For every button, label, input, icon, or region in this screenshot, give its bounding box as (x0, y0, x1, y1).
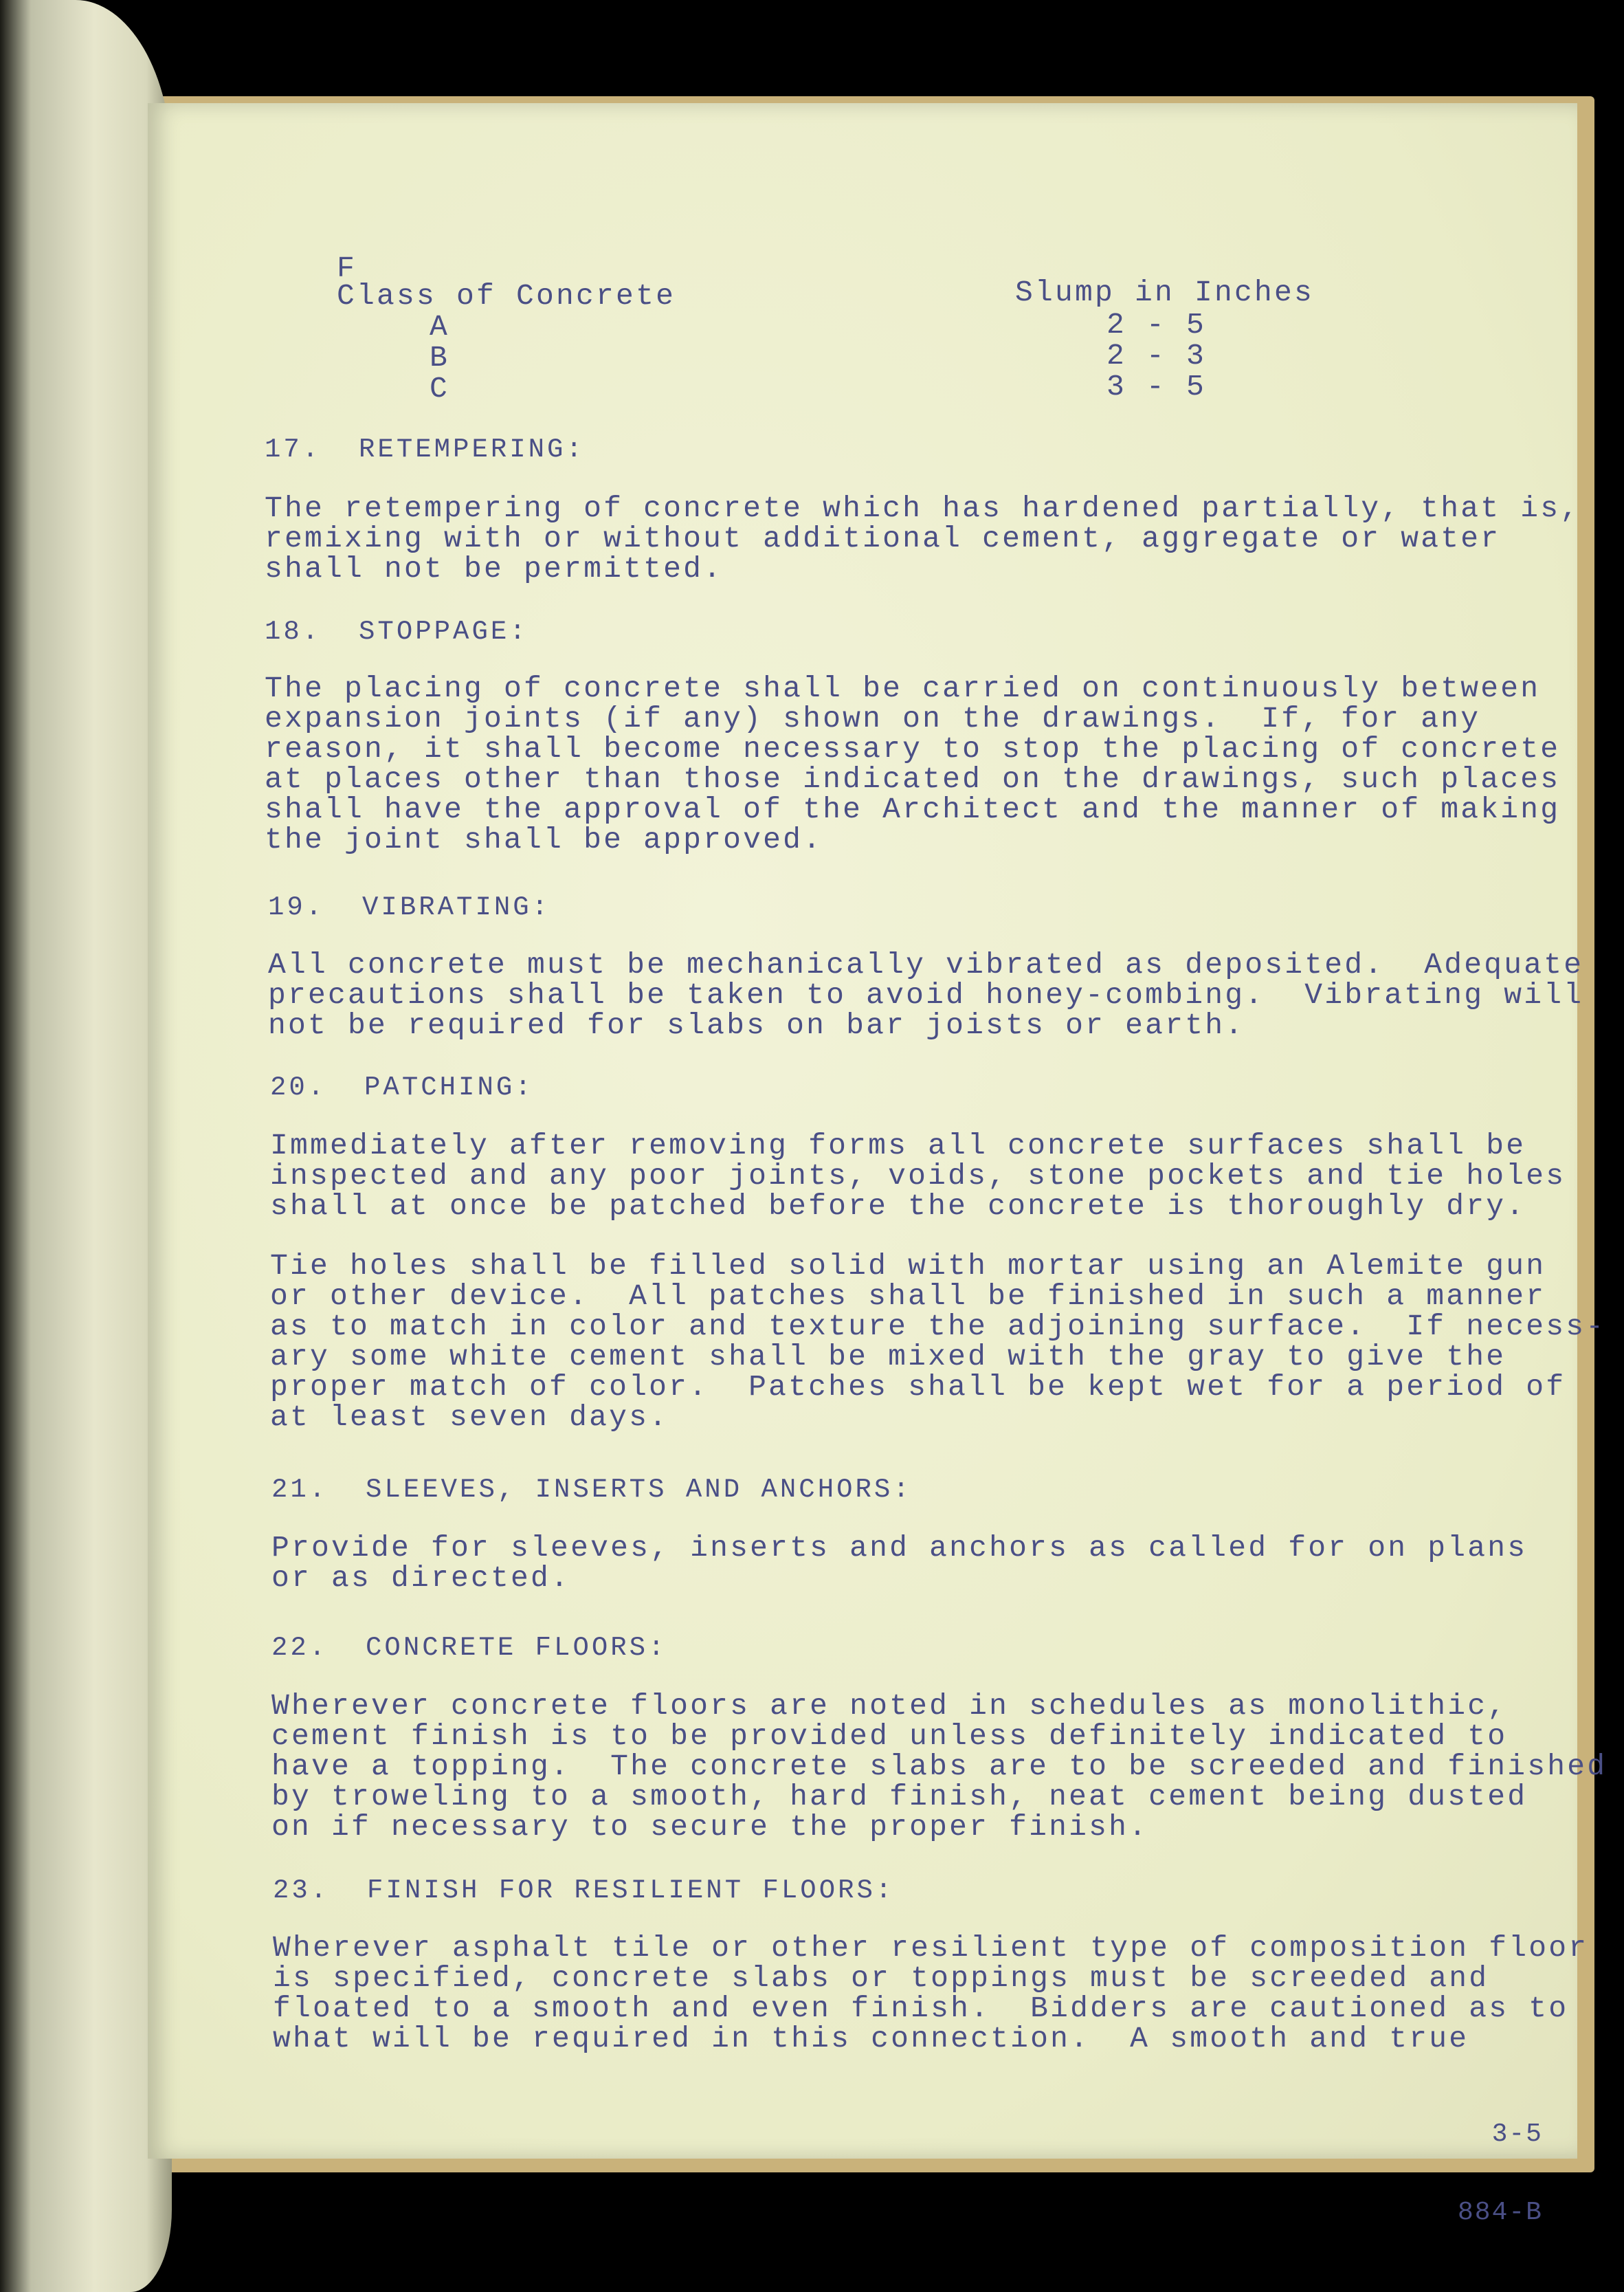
document-page (148, 103, 1608, 2227)
previous-page-edge (0, 0, 172, 2292)
page-number: 3-5 (1491, 2119, 1543, 2149)
page-footer (1419, 2069, 1543, 2278)
table-header-slump: Slump in Inches (1015, 276, 1315, 309)
table-row-slump: 3 - 5 (1106, 370, 1207, 404)
section-paragraph: The placing of concrete shall be carried on continuously between expansion joints (if any) shown on the drawings. If, for any reason, it shall become necessary to stop the placing of concrete at places other than those indicated on the drawings, such places shall have the approval of the Architect and the manner of making the joint shall be approved. (265, 672, 1561, 857)
section-heading: 22. CONCRETE FLOORS: (271, 1633, 667, 1663)
table-marker: F (337, 252, 357, 285)
section-paragraph: Provide for sleeves, inserts and anchors as called for on plans or as directed. (271, 1531, 1528, 1595)
table-header-class: Class of Concrete (337, 279, 676, 313)
table-row-slump: 2 - 5 (1106, 308, 1207, 342)
table-row-slump: 2 - 3 (1106, 339, 1207, 373)
section-heading: 18. STOPPAGE: (265, 617, 529, 647)
section-heading: 17. RETEMPERING: (265, 434, 585, 465)
section-paragraph: Immediately after removing forms all concrete surfaces shall be inspected and any poor joints, voids, stone pockets and tie holes shall at once be patched before the concrete is thoroughly dry. (270, 1129, 1566, 1223)
section-heading: 21. SLEEVES, INSERTS AND ANCHORS: (271, 1475, 912, 1505)
document-code: 884-B (1457, 2198, 1543, 2227)
table-row-class: A (430, 310, 450, 344)
section-heading: 23. FINISH FOR RESILIENT FLOORS: (273, 1875, 895, 1906)
section-paragraph: All concrete must be mechanically vibrated as deposited. Adequate precautions shall be taken to avoid honey-combing. Vibrating will not be required for slabs on bar joists or earth. (268, 948, 1584, 1042)
section-paragraph: Wherever concrete floors are noted in schedules as monolithic, cement finish is to be provided unless definitely indicated to have a topping. The concrete slabs are to be screeded and finished by troweling to a smooth, hard finish, neat cement being dusted on if necessary to secure the proper finish. (271, 1689, 1608, 1844)
table-row-class: C (430, 372, 450, 406)
table-row-class: B (430, 341, 450, 375)
section-paragraph: The retempering of concrete which has hardened partially, that is, remixing with or without additional cement, aggregate or water shall not be permitted. (265, 492, 1581, 586)
section-paragraph: Wherever asphalt tile or other resilient type of composition floor is specified, concrete slabs or toppings must be screeded and floated to a smooth and even finish. Bidders are cautioned as to what will be required in this connection. A smooth and true (273, 1931, 1589, 2056)
section-paragraph: Tie holes shall be filled solid with mortar using an Alemite gun or other device. All patches shall be finished in such a manner as to match in color and texture the adjoining surface. If necess- ary some white cement shall be mixed with the gray to give the proper match of color. Patches shall be kept wet for a period of at least seven days. (270, 1249, 1606, 1434)
section-heading: 19. VIBRATING: (268, 892, 551, 923)
section-heading: 20. PATCHING: (270, 1072, 534, 1103)
